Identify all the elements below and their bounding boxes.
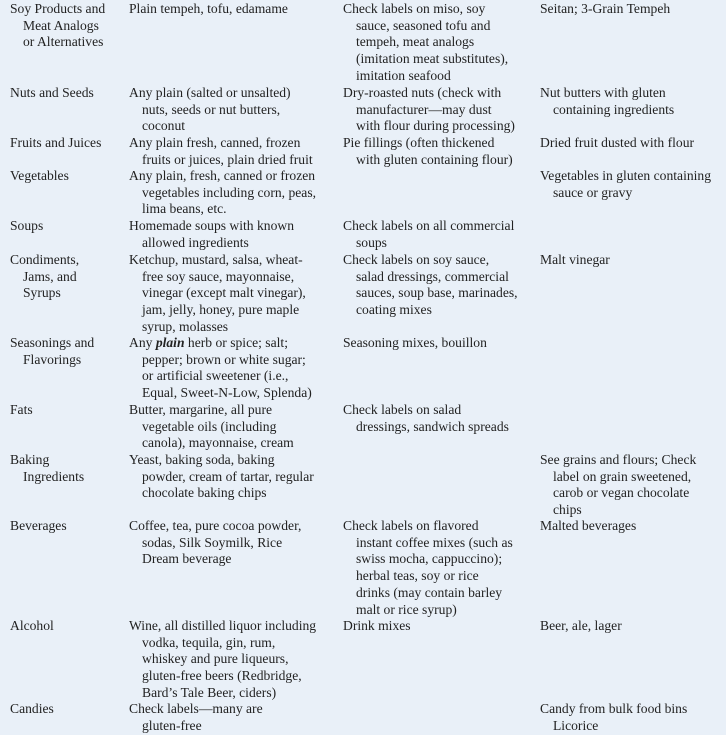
cell-line: Baking: [10, 452, 50, 467]
cell-line: Wine, all distilled liquor including: [129, 618, 317, 633]
cell-line: vinegar (except malt vinegar),: [142, 285, 306, 301]
cell-line: [129, 335, 343, 352]
cell-line: jam, jelly, honey, pure maple: [142, 302, 300, 318]
cell-check-labels: [343, 700, 540, 701]
cell-check-labels: [343, 251, 540, 319]
cell-line: dressings, sandwich spreads: [356, 418, 509, 434]
cell-not-allowed: [540, 617, 726, 635]
cell-not-allowed: [540, 134, 726, 152]
table-row: [0, 167, 726, 217]
cell-allowed: [129, 167, 343, 218]
cell-line: Jams, and: [23, 268, 77, 284]
cell-line: manufacturer—may dust: [356, 101, 492, 117]
cell-allowed: [129, 700, 343, 734]
cell-line: Check labels—many are: [129, 701, 263, 716]
cell-line: Check labels on all commercial: [343, 218, 515, 233]
cell-line: Check labels on salad: [343, 402, 462, 417]
cell-line: salad dressings, commercial: [356, 268, 509, 284]
cell-check-labels: [343, 517, 540, 618]
cell-line: Seasoning mixes, bouillon: [343, 335, 487, 350]
cell-check-labels: [343, 334, 540, 352]
table-row: [0, 617, 726, 700]
table-row: [0, 217, 726, 251]
cell-line: Vegetables: [10, 168, 69, 183]
cell-category: [10, 334, 128, 368]
table-row: [0, 84, 726, 134]
text-segment: herb or spice; salt;: [184, 335, 288, 350]
cell-line: Malt vinegar: [540, 252, 610, 267]
cell-check-labels: [343, 617, 540, 635]
cell-not-allowed: [540, 401, 726, 402]
cell-line: tempeh, meat analogs: [356, 34, 475, 50]
cell-line: canola), mayonnaise, cream: [142, 435, 294, 451]
cell-not-allowed: [540, 700, 726, 734]
table-row: [0, 517, 726, 617]
table-row: [0, 700, 726, 734]
cell-line: Malted beverages: [540, 518, 637, 533]
table-row: [0, 134, 726, 167]
cell-line: vodka, tequila, gin, rum,: [142, 634, 276, 650]
cell-check-labels: [343, 167, 540, 168]
table-row: [0, 251, 726, 334]
cell-allowed: [129, 84, 343, 135]
cell-line: See grains and flours; Check: [540, 452, 697, 467]
cell-line: carob or vegan chocolate: [553, 485, 690, 501]
cell-line: Fats: [10, 402, 33, 417]
cell-line: Nut butters with gluten: [540, 85, 666, 100]
cell-not-allowed: [540, 167, 726, 201]
cell-line: Dried fruit dusted with flour: [540, 135, 695, 150]
cell-line: Soy Products and: [10, 1, 106, 16]
cell-category: [10, 700, 128, 718]
cell-line: Any plain fresh, canned, frozen: [129, 135, 301, 150]
cell-line: Yeast, baking soda, baking: [129, 452, 275, 467]
cell-line: allowed ingredients: [142, 234, 249, 250]
cell-line: Candy from bulk food bins: [540, 701, 688, 716]
cell-check-labels: [343, 0, 540, 85]
cell-line: herbal teas, soy or rice: [356, 568, 479, 584]
cell-line: Check labels on soy sauce,: [343, 252, 490, 267]
cell-line: vegetables including corn, peas,: [142, 184, 317, 200]
cell-line: lima beans, etc.: [142, 201, 227, 217]
cell-not-allowed: [540, 84, 726, 118]
cell-line: Butter, margarine, all pure: [129, 402, 273, 417]
cell-line: Seasonings and: [10, 335, 95, 350]
cell-line: Dry-roasted nuts (check with: [343, 85, 502, 100]
cell-line: Flavorings: [23, 351, 82, 367]
cell-line: Beer, ale, lager: [540, 618, 622, 633]
cell-line: sodas, Silk Soymilk, Rice: [142, 534, 283, 550]
cell-line: gluten-free beers (Redbridge,: [142, 668, 302, 684]
cell-line: Fruits and Juices: [10, 135, 102, 150]
table-row: [0, 451, 726, 517]
cell-allowed: [129, 517, 343, 568]
cell-allowed: [129, 401, 343, 452]
cell-line: Equal, Sweet-N-Low, Splenda): [142, 385, 312, 401]
emphasis-text: plain: [155, 335, 185, 350]
cell-line: Any plain, fresh, canned or frozen: [129, 168, 316, 183]
text-segment: Any: [129, 335, 156, 350]
cell-line: swiss mocha, cappuccino);: [356, 551, 503, 567]
cell-line: gluten-free: [142, 717, 202, 733]
cell-check-labels: [343, 217, 540, 251]
cell-allowed: [129, 0, 343, 18]
cell-line: or Alternatives: [23, 34, 104, 50]
cell-line: or artificial sweetener (i.e.,: [142, 368, 289, 384]
cell-allowed: [129, 134, 343, 168]
cell-line: imitation seafood: [356, 67, 451, 83]
cell-category: [10, 517, 128, 535]
cell-not-allowed: [540, 217, 726, 218]
cell-line: with gluten containing flour): [356, 151, 513, 167]
cell-line: Vegetables in gluten containing: [540, 168, 712, 183]
cell-allowed: [129, 617, 343, 702]
cell-category: [10, 617, 128, 635]
cell-category: [10, 401, 128, 419]
cell-line: Candies: [10, 701, 54, 716]
cell-not-allowed: [540, 0, 726, 18]
cell-line: Condiments,: [10, 252, 80, 267]
cell-line: instant coffee mixes (such as: [356, 534, 513, 550]
cell-line: Homemade soups with known: [129, 218, 294, 233]
cell-check-labels: [343, 134, 540, 168]
cell-not-allowed: [540, 451, 726, 519]
cell-line: sauce, seasoned tofu and: [356, 17, 491, 33]
cell-line: syrup, molasses: [142, 318, 229, 334]
cell-line: sauces, soup base, marinades,: [356, 285, 518, 301]
cell-line: pepper; brown or white sugar;: [142, 351, 306, 367]
cell-line: Alcohol: [10, 618, 54, 633]
cell-allowed: [129, 451, 343, 502]
cell-line: Soups: [10, 218, 44, 233]
cell-line: powder, cream of tartar, regular: [142, 468, 314, 484]
cell-line: Any plain (salted or unsalted): [129, 85, 291, 100]
cell-line: label on grain sweetened,: [553, 468, 692, 484]
cell-not-allowed: [540, 334, 726, 335]
cell-line: Syrups: [23, 285, 61, 301]
cell-line: free soy sauce, mayonnaise,: [142, 268, 295, 284]
cell-line: Plain tempeh, tofu, edamame: [129, 1, 288, 16]
cell-line: Drink mixes: [343, 618, 411, 633]
cell-line: Check labels on miso, soy: [343, 1, 486, 16]
cell-line: Licorice: [553, 717, 599, 733]
cell-line: Bard’s Tale Beer, ciders): [142, 684, 277, 700]
cell-check-labels: [343, 451, 540, 452]
cell-allowed: [129, 217, 343, 251]
cell-line: Coffee, tea, pure cocoa powder,: [129, 518, 302, 533]
cell-line: Check labels on flavored: [343, 518, 479, 533]
table-row: [0, 0, 726, 84]
cell-line: malt or rice syrup): [356, 601, 457, 617]
cell-line: with flour during processing): [356, 118, 515, 134]
cell-line: (imitation meat substitutes),: [356, 51, 509, 67]
cell-line: Ketchup, mustard, salsa, wheat-: [129, 252, 303, 267]
cell-line: Dream beverage: [142, 551, 232, 567]
table-row: [0, 401, 726, 451]
cell-line: sauce or gravy: [553, 184, 633, 200]
cell-check-labels: [343, 84, 540, 135]
cell-line: coconut: [142, 118, 186, 134]
cell-category: [10, 451, 128, 485]
cell-line: vegetable oils (including: [142, 418, 277, 434]
cell-allowed: [129, 334, 343, 402]
cell-category: [10, 0, 128, 51]
cell-category: [10, 217, 128, 235]
cell-line: Meat Analogs: [23, 17, 99, 33]
cell-allowed: [129, 251, 343, 336]
cell-line: chocolate baking chips: [142, 485, 267, 501]
cell-line: Pie fillings (often thickened: [343, 135, 495, 150]
cell-line: Seitan; 3-Grain Tempeh: [540, 1, 671, 16]
cell-category: [10, 251, 128, 302]
cell-check-labels: [343, 401, 540, 435]
cell-line: whiskey and pure liqueurs,: [142, 651, 289, 667]
cell-category: [10, 84, 128, 102]
cell-not-allowed: [540, 251, 726, 269]
cell-line: Nuts and Seeds: [10, 85, 94, 100]
cell-line: fruits or juices, plain dried fruit: [142, 151, 313, 167]
cell-line: chips: [553, 502, 582, 518]
cell-not-allowed: [540, 517, 726, 535]
cell-category: [10, 167, 128, 185]
cell-line: drinks (may contain barley: [356, 584, 503, 600]
cell-line: coating mixes: [356, 302, 432, 318]
cell-line: Ingredients: [23, 468, 85, 484]
cell-category: [10, 134, 128, 152]
cell-line: soups: [356, 234, 387, 250]
table-row: [0, 334, 726, 401]
cell-line: nuts, seeds or nut butters,: [142, 101, 281, 117]
cell-line: Beverages: [10, 518, 67, 533]
cell-line: containing ingredients: [553, 101, 675, 117]
